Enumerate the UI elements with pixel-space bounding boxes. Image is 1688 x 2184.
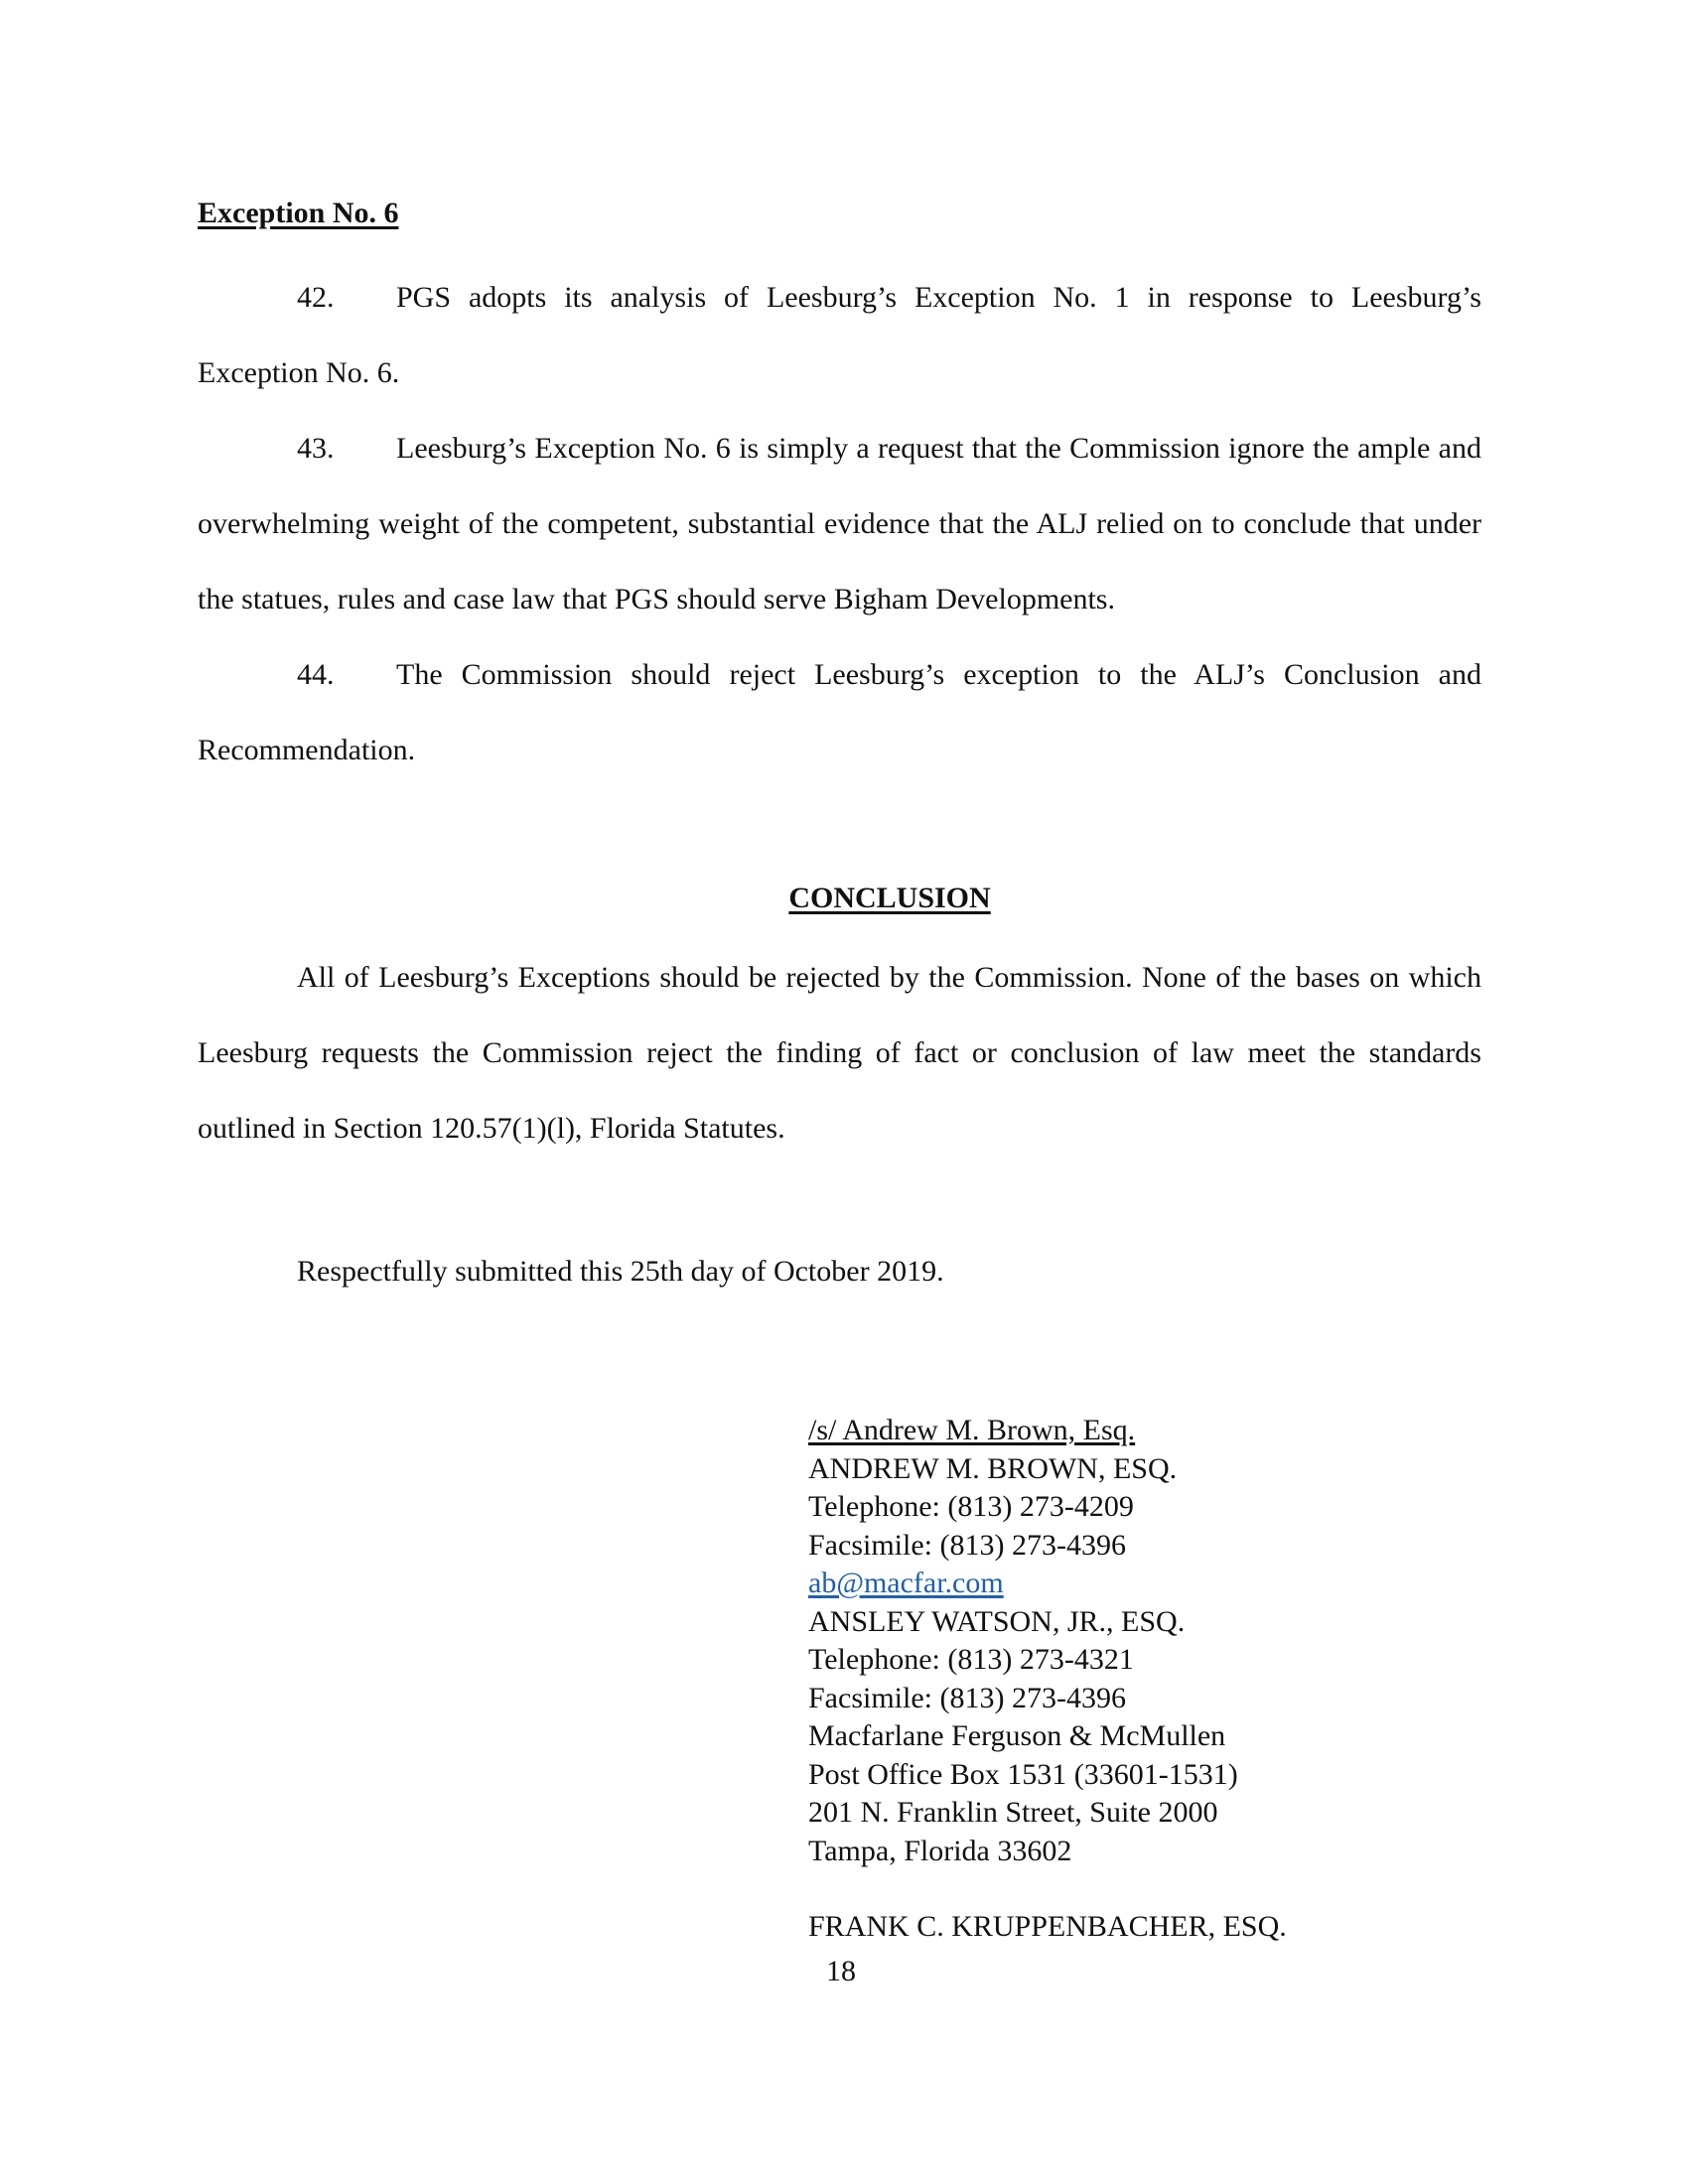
- firm-city: Tampa, Florida 33602: [808, 1834, 1072, 1867]
- section-heading: Exception No. 6: [198, 197, 399, 229]
- firm-po-box: Post Office Box 1531 (33601-1531): [808, 1757, 1238, 1791]
- firm-name: Macfarlane Ferguson & McMullen: [808, 1719, 1226, 1752]
- attorney-facsimile: Facsimile: (813) 273-4396: [808, 1528, 1126, 1562]
- attorney-facsimile: Facsimile: (813) 273-4396: [808, 1681, 1126, 1714]
- paragraph-text: The Commission should reject Leesburg’s exception to the ALJ’s Conclusion and Recommendation.: [198, 658, 1481, 766]
- paragraph-number: 42.: [297, 281, 335, 314]
- page-number: 18: [826, 1955, 856, 1987]
- paragraph-42: [198, 260, 1481, 411]
- firm-street: 201 N. Franklin Street, Suite 2000: [808, 1796, 1218, 1829]
- paragraph-43: [198, 411, 1481, 637]
- attorney-telephone: Telephone: (813) 273-4321: [808, 1643, 1134, 1676]
- paragraph-text: PGS adopts its analysis of Leesburg’s Exception No. 1 in response to Leesburg’s Exception No. 6.: [198, 281, 1481, 389]
- paragraph-44: [198, 637, 1481, 788]
- attorney-name: ANSLEY WATSON, JR., ESQ.: [808, 1604, 1186, 1638]
- attorney-email-link[interactable]: ab@macfar.com: [808, 1567, 1004, 1599]
- electronic-signature: /s/ Andrew M. Brown, Esq.: [808, 1414, 1136, 1446]
- attorney-telephone: Telephone: (813) 273-4209: [808, 1490, 1134, 1523]
- signature-block: [808, 1412, 1287, 1947]
- conclusion-paragraph: All of Leesburg’s Exceptions should be rejected by the Commission. None of the bases on which Leesburg requests the Commission reject the finding of fact or conclusion of law meet the standards outlined in Section 120.57(1)(l), Florida Statutes.: [198, 961, 1481, 1145]
- submitted-line: Respectfully submitted this 25th day of October 2019.: [297, 1255, 944, 1288]
- spacer: [808, 1870, 1287, 1908]
- attorney-name: FRANK C. KRUPPENBACHER, ESQ.: [808, 1910, 1287, 1943]
- paragraph-text: Leesburg’s Exception No. 6 is simply a request that the Commission ignore the ample and overwhelming weight of the competent, substantial evidence that the ALJ relied on to conclude that under the statues, rules and case law that PGS should serve Bigham Developments.: [198, 432, 1481, 615]
- paragraph-number: 44.: [297, 658, 335, 691]
- paragraph-number: 43.: [297, 432, 335, 465]
- attorney-name: ANDREW M. BROWN, ESQ.: [808, 1451, 1178, 1485]
- conclusion-heading: CONCLUSION: [788, 882, 991, 914]
